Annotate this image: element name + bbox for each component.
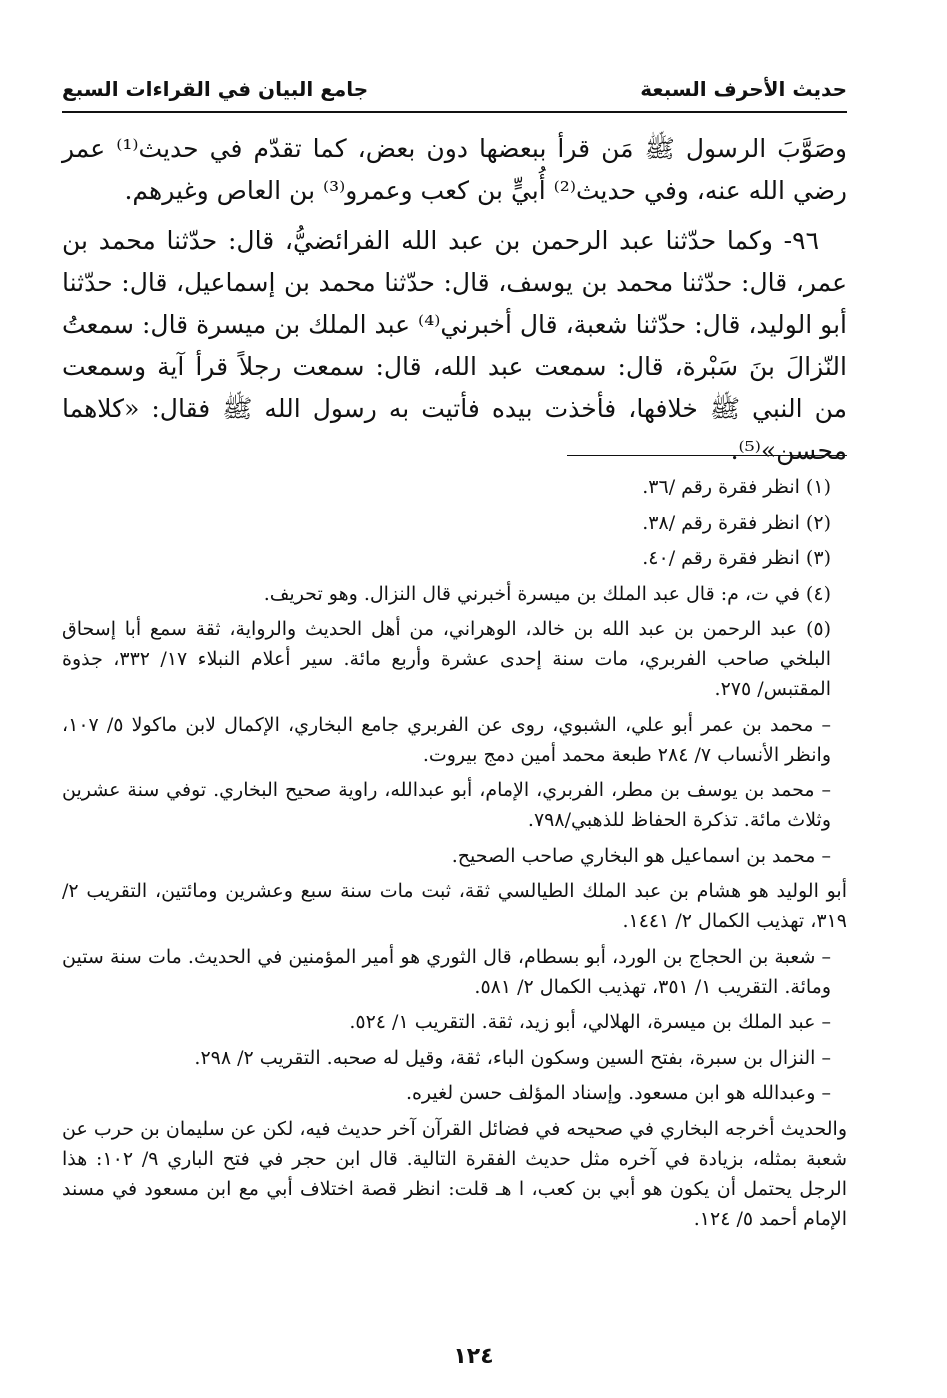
running-header — [62, 74, 847, 104]
header-chapter-title: حديث الأحرف السبعة — [640, 77, 847, 101]
footnote-5-item-nazzal: – النزال بن سبرة، بفتح السين وسكون الباء، ثقة، وقيل له صحبه. التقريب ٢/ ٢٩٨. — [194, 1046, 831, 1069]
main-text — [62, 128, 847, 480]
page-number: ١٢٤ — [453, 1344, 494, 1369]
footnote-4: (٤) في ت، م: قال عبد الملك بن ميسرة أخبرني قال النزال. وهو تحريف. — [263, 582, 831, 605]
footnote-3: (٣) انظر فقرة رقم /٤٠. — [642, 547, 831, 569]
footnote-5-item-firabri: – محمد بن يوسف بن مطر، الفربري، الإمام، أبو عبدالله، راوية صحيح البخاري. توفي سنة عشرين وثلاث مائة. تذكرة الحفاظ للذهبي/٧٩٨. — [62, 779, 831, 831]
main-paragraph: وصَوَّبَ الرسول ﷺ مَن قرأ ببعضها دون بعض، كما تقدّم في حديث⁽¹⁾ عمر رضي الله عنه، وفي حديث⁽²⁾ أُبيٍّ بن كعب وعمرو⁽³⁾ بن العاص وغيرهم. — [62, 134, 847, 205]
header-book-title: جامع البيان في القراءات السبع — [62, 77, 369, 101]
footnote-5-item-bukhari: – محمد بن اسماعيل هو البخاري صاحب الصحيح. — [451, 844, 831, 867]
footnote-5-item-ibn-masud: – وعبدالله هو ابن مسعود. وإسناد المؤلف حسن لغيره. — [405, 1082, 831, 1104]
footnote-2: (٢) انظر فقرة رقم /٣٨. — [642, 511, 831, 534]
footnote-separator — [567, 455, 847, 456]
footnotes — [62, 472, 847, 1239]
footnote-5-item-shuba: – شعبة بن الحجاج بن الورد، أبو بسطام، قال الثوري هو أمير المؤمنين في الحديث. مات سنة ستين ومائة. التقريب ١/ ٣٥١، تهذيب الكمال ٢/ ٥٨١. — [62, 945, 831, 998]
footnote-5-item-abd-al-malik: – عبد الملك بن ميسرة، الهلالي، أبو زيد، ثقة. التقريب ١/ ٥٢٤. — [349, 1011, 831, 1033]
footnote-5: (٥) عبد الرحمن بن عبد الله بن خالد، الوهراني، من أهل الحديث والرواية، ثقة سمع أبا إسحاق البلخي صاحب الفربري، مات سنة إحدى عشرة وأربع مائة. سير أعلام النبلاء ١٧/ ٣٣٢، جذوة المقتبس/ ٢٧٥. — [62, 618, 831, 700]
footnote-5-takhrij: والحديث أخرجه البخاري في صحيحه في فضائل القرآن آخر حديث فيه، لكن عن سليمان بن حرب عن شعبة بمثله، بزيادة في آخره مثل حديث الفقرة التالية. قال ابن حجر في فتح الباري ٩/ ١٠٢: هذا الرجل يحتمل أن يكون هو أبي بن كعب، ا هـ قلت: انظر قصة اختلاف أبي مع ابن مسعود في مسند الإمام أحمد ٥/ ١٢٤. — [62, 1117, 847, 1230]
header-rule — [62, 111, 847, 113]
hadith-96-paragraph: ٩٦- وكما حدّثنا عبد الرحمن بن عبد الله الفرائضيُّ، قال: حدّثنا محمد بن عمر، قال: حدّثنا محمد بن يوسف، قال: حدّثنا محمد بن إسماعيل، قال: حدّثنا أبو الوليد، قال: حدّثنا شعبة، قال أخبرني⁽⁴⁾ عبد الملك بن ميسرة قال: سمعتُ النّزالَ بنَ سَبْرة، قال: سمعت عبد الله، قال: سمعت رجلاً قرأ آية وسمعت من النبي ﷺ خلافها، فأخذت بيده فأتيت به رسول الله ﷺ فقال: «كلاهما محسن»⁽⁵⁾. — [62, 226, 847, 465]
footnote-5-item-abu-al-walid: أبو الوليد هو هشام بن عبد الملك الطيالسي ثقة، ثبت مات سنة سبع وعشرين ومائتين، التقريب ٢/ ٣١٩، تهذيب الكمال ٢/ ١٤٤١. — [62, 880, 847, 932]
footnote-5-item-shabawi: – محمد بن عمر أبو علي، الشبوي، روى عن الفربري جامع البخاري، الإكمال لابن ماكولا ٥/ ١٠٧، وانظر الأنساب ٧/ ٢٨٤ طبعة محمد أمين دمج بيروت. — [62, 713, 831, 766]
footnote-1: (١) انظر فقرة رقم /٣٦. — [642, 476, 831, 498]
